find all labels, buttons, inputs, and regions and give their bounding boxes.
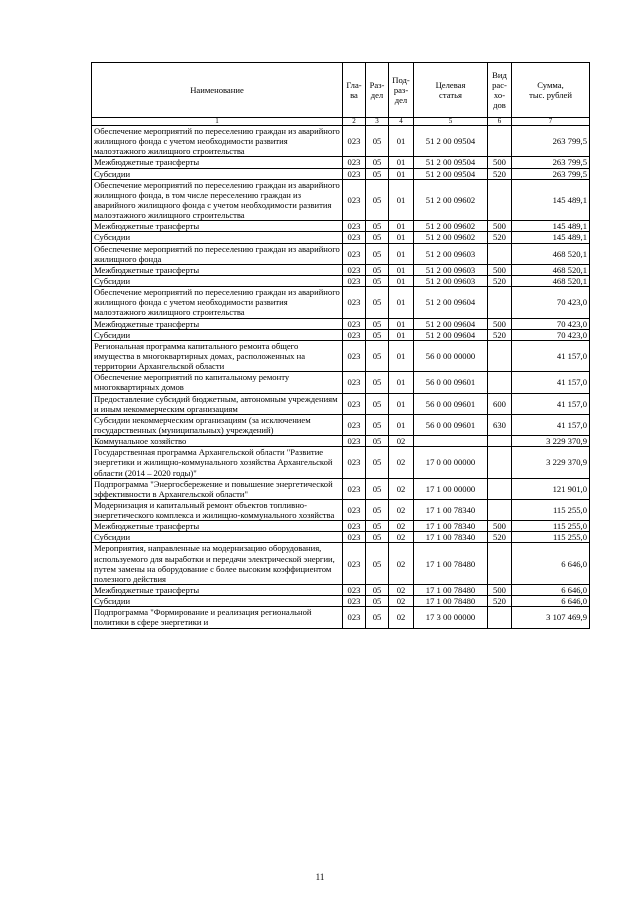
row-name: Субсидии bbox=[92, 168, 343, 179]
table-row bbox=[92, 340, 590, 371]
row-target: 51 2 00 09603 bbox=[414, 275, 488, 286]
row-target: 51 2 00 09504 bbox=[414, 126, 488, 157]
row-target: 56 0 00 09601 bbox=[414, 414, 488, 435]
row-sum: 41 157,0 bbox=[512, 340, 590, 371]
table-row bbox=[92, 329, 590, 340]
row-sum: 6 646,0 bbox=[512, 596, 590, 607]
row-name: Подпрограмма "Энергосбережение и повышение энергетической эффективности в Архангельской области" bbox=[92, 478, 343, 499]
row-name: Субсидии bbox=[92, 275, 343, 286]
row-expense-type: 500 bbox=[488, 264, 512, 275]
row-expense-type bbox=[488, 436, 512, 447]
row-subsection: 02 bbox=[389, 607, 414, 628]
row-name: Обеспечение мероприятий по переселению граждан из аварийного жилищного фонда с учетом необходимости развития малоэтажного жилищного строительства bbox=[92, 287, 343, 318]
row-target: 51 2 00 09603 bbox=[414, 264, 488, 275]
row-name: Субсидии bbox=[92, 232, 343, 243]
row-target: 51 2 00 09603 bbox=[414, 243, 488, 264]
header-subsection: Под- раз- дел bbox=[389, 63, 414, 118]
row-sum: 145 489,1 bbox=[512, 232, 590, 243]
row-name: Субсидии некоммерческим организациям (за исключением государственных (муниципальных) учреждений) bbox=[92, 414, 343, 435]
header-expense-type: Вид рас- хо- дов bbox=[488, 63, 512, 118]
row-name: Межбюджетные трансферты bbox=[92, 157, 343, 168]
row-sum: 3 107 469,9 bbox=[512, 607, 590, 628]
row-sum: 145 489,1 bbox=[512, 221, 590, 232]
row-target: 56 0 00 00000 bbox=[414, 340, 488, 371]
row-section: 05 bbox=[366, 318, 389, 329]
row-target: 17 1 00 78340 bbox=[414, 521, 488, 532]
table-row bbox=[92, 157, 590, 168]
row-sum: 468 520,1 bbox=[512, 264, 590, 275]
row-section: 05 bbox=[366, 243, 389, 264]
row-sum: 145 489,1 bbox=[512, 179, 590, 221]
row-expense-type: 630 bbox=[488, 414, 512, 435]
row-target: 17 1 00 00000 bbox=[414, 478, 488, 499]
row-expense-type bbox=[488, 607, 512, 628]
row-subsection: 01 bbox=[389, 414, 414, 435]
row-chapter: 023 bbox=[343, 447, 366, 478]
row-name: Обеспечение мероприятий по капитальному ремонту многоквартирных домов bbox=[92, 372, 343, 393]
row-section: 05 bbox=[366, 340, 389, 371]
row-section: 05 bbox=[366, 414, 389, 435]
table-row bbox=[92, 232, 590, 243]
row-target: 17 1 00 78340 bbox=[414, 532, 488, 543]
row-name: Обеспечение мероприятий по переселению граждан из аварийного жилищного фонда с учетом необходимости развития малоэтажного жилищного строительства bbox=[92, 126, 343, 157]
row-chapter: 023 bbox=[343, 478, 366, 499]
row-subsection: 02 bbox=[389, 521, 414, 532]
row-subsection: 01 bbox=[389, 275, 414, 286]
column-number: 2 bbox=[343, 118, 366, 126]
row-expense-type bbox=[488, 543, 512, 585]
row-sum: 70 423,0 bbox=[512, 329, 590, 340]
table-row bbox=[92, 372, 590, 393]
row-expense-type bbox=[488, 499, 512, 520]
row-subsection: 01 bbox=[389, 340, 414, 371]
table-row bbox=[92, 243, 590, 264]
row-target: 17 0 00 00000 bbox=[414, 447, 488, 478]
row-chapter: 023 bbox=[343, 157, 366, 168]
row-section: 05 bbox=[366, 532, 389, 543]
row-expense-type bbox=[488, 287, 512, 318]
row-chapter: 023 bbox=[343, 372, 366, 393]
row-name: Региональная программа капитального ремонта общего имущества в многоквартирных домах, расположенных на территории Архангельской области bbox=[92, 340, 343, 371]
row-expense-type bbox=[488, 340, 512, 371]
column-number: 7 bbox=[512, 118, 590, 126]
table-row bbox=[92, 414, 590, 435]
row-sum: 70 423,0 bbox=[512, 287, 590, 318]
header-name: Наименование bbox=[92, 63, 343, 118]
row-name: Модернизация и капитальный ремонт объектов топливно-энергетического комплекса и жилищно-коммунального хозяйства bbox=[92, 499, 343, 520]
row-subsection: 02 bbox=[389, 478, 414, 499]
row-name: Межбюджетные трансферты bbox=[92, 264, 343, 275]
row-subsection: 02 bbox=[389, 436, 414, 447]
header-target: Целевая статья bbox=[414, 63, 488, 118]
row-chapter: 023 bbox=[343, 329, 366, 340]
row-name: Межбюджетные трансферты bbox=[92, 585, 343, 596]
row-section: 05 bbox=[366, 275, 389, 286]
row-chapter: 023 bbox=[343, 179, 366, 221]
row-section: 05 bbox=[366, 521, 389, 532]
row-expense-type: 520 bbox=[488, 232, 512, 243]
row-section: 05 bbox=[366, 596, 389, 607]
row-section: 05 bbox=[366, 168, 389, 179]
row-subsection: 02 bbox=[389, 585, 414, 596]
row-name: Субсидии bbox=[92, 329, 343, 340]
header-row bbox=[92, 63, 590, 118]
row-section: 05 bbox=[366, 543, 389, 585]
row-target: 51 2 00 09604 bbox=[414, 318, 488, 329]
row-sum: 115 255,0 bbox=[512, 499, 590, 520]
row-target: 56 0 00 09601 bbox=[414, 372, 488, 393]
table-row bbox=[92, 126, 590, 157]
row-subsection: 01 bbox=[389, 157, 414, 168]
row-subsection: 01 bbox=[389, 318, 414, 329]
row-sum: 115 255,0 bbox=[512, 521, 590, 532]
table-row bbox=[92, 447, 590, 478]
row-target bbox=[414, 436, 488, 447]
column-number: 3 bbox=[366, 118, 389, 126]
row-name: Предоставление субсидий бюджетным, автономным учреждениям и иным некоммерческим организациям bbox=[92, 393, 343, 414]
row-expense-type: 600 bbox=[488, 393, 512, 414]
row-expense-type bbox=[488, 478, 512, 499]
row-expense-type: 500 bbox=[488, 521, 512, 532]
table-row bbox=[92, 287, 590, 318]
row-expense-type: 520 bbox=[488, 275, 512, 286]
row-subsection: 01 bbox=[389, 232, 414, 243]
row-sum: 115 255,0 bbox=[512, 532, 590, 543]
row-target: 17 1 00 78480 bbox=[414, 585, 488, 596]
row-chapter: 023 bbox=[343, 126, 366, 157]
row-expense-type: 500 bbox=[488, 585, 512, 596]
table-row bbox=[92, 532, 590, 543]
row-chapter: 023 bbox=[343, 585, 366, 596]
table-row bbox=[92, 168, 590, 179]
row-expense-type bbox=[488, 126, 512, 157]
row-chapter: 023 bbox=[343, 414, 366, 435]
table-row bbox=[92, 275, 590, 286]
row-name: Обеспечение мероприятий по переселению граждан из аварийного жилищного фонда bbox=[92, 243, 343, 264]
row-section: 05 bbox=[366, 126, 389, 157]
row-sum: 41 157,0 bbox=[512, 414, 590, 435]
row-chapter: 023 bbox=[343, 318, 366, 329]
row-sum: 468 520,1 bbox=[512, 275, 590, 286]
row-section: 05 bbox=[366, 329, 389, 340]
row-target: 51 2 00 09504 bbox=[414, 157, 488, 168]
row-subsection: 01 bbox=[389, 264, 414, 275]
column-number: 1 bbox=[92, 118, 343, 126]
row-section: 05 bbox=[366, 157, 389, 168]
row-chapter: 023 bbox=[343, 168, 366, 179]
table-row bbox=[92, 478, 590, 499]
row-expense-type: 520 bbox=[488, 596, 512, 607]
row-chapter: 023 bbox=[343, 499, 366, 520]
row-name: Государственная программа Архангельской области "Развитие энергетики и жилищно-коммунального хозяйства Архангельской области (2014 – 2020 годы)" bbox=[92, 447, 343, 478]
row-section: 05 bbox=[366, 232, 389, 243]
row-sum: 3 229 370,9 bbox=[512, 436, 590, 447]
row-section: 05 bbox=[366, 287, 389, 318]
row-chapter: 023 bbox=[343, 436, 366, 447]
row-chapter: 023 bbox=[343, 596, 366, 607]
row-subsection: 02 bbox=[389, 596, 414, 607]
row-chapter: 023 bbox=[343, 287, 366, 318]
row-chapter: 023 bbox=[343, 607, 366, 628]
row-section: 05 bbox=[366, 393, 389, 414]
row-chapter: 023 bbox=[343, 275, 366, 286]
row-subsection: 02 bbox=[389, 499, 414, 520]
table-row bbox=[92, 521, 590, 532]
row-subsection: 01 bbox=[389, 243, 414, 264]
budget-table bbox=[91, 62, 590, 629]
row-target: 17 3 00 00000 bbox=[414, 607, 488, 628]
row-chapter: 023 bbox=[343, 543, 366, 585]
row-target: 17 1 00 78480 bbox=[414, 543, 488, 585]
row-name: Межбюджетные трансферты bbox=[92, 318, 343, 329]
row-target: 51 2 00 09504 bbox=[414, 168, 488, 179]
row-name: Обеспечение мероприятий по переселению граждан из аварийного жилищного фонда, в том числе переселению граждан из аварийного жилищного фонда с учетом необходимости развития малоэтажного жилищного строительства bbox=[92, 179, 343, 221]
row-section: 05 bbox=[366, 499, 389, 520]
row-expense-type: 520 bbox=[488, 168, 512, 179]
row-target: 51 2 00 09602 bbox=[414, 232, 488, 243]
row-section: 05 bbox=[366, 447, 389, 478]
row-chapter: 023 bbox=[343, 532, 366, 543]
row-target: 17 1 00 78480 bbox=[414, 596, 488, 607]
row-section: 05 bbox=[366, 478, 389, 499]
row-subsection: 02 bbox=[389, 532, 414, 543]
row-section: 05 bbox=[366, 436, 389, 447]
row-chapter: 023 bbox=[343, 232, 366, 243]
row-chapter: 023 bbox=[343, 340, 366, 371]
row-name: Мероприятия, направленные на модернизацию оборудования, используемого для выработки и передачи электрической энергии, путем замены на оборудование с более высоким коэффициентом полезного действия bbox=[92, 543, 343, 585]
table-row bbox=[92, 585, 590, 596]
row-sum: 6 646,0 bbox=[512, 585, 590, 596]
row-chapter: 023 bbox=[343, 243, 366, 264]
table-row bbox=[92, 393, 590, 414]
column-number: 6 bbox=[488, 118, 512, 126]
row-expense-type bbox=[488, 243, 512, 264]
row-subsection: 02 bbox=[389, 447, 414, 478]
table-row bbox=[92, 436, 590, 447]
row-subsection: 01 bbox=[389, 126, 414, 157]
row-section: 05 bbox=[366, 585, 389, 596]
row-target: 56 0 00 09601 bbox=[414, 393, 488, 414]
row-sum: 121 901,0 bbox=[512, 478, 590, 499]
column-number: 4 bbox=[389, 118, 414, 126]
row-subsection: 01 bbox=[389, 221, 414, 232]
table-row bbox=[92, 607, 590, 628]
row-name: Субсидии bbox=[92, 596, 343, 607]
row-section: 05 bbox=[366, 264, 389, 275]
row-target: 17 1 00 78340 bbox=[414, 499, 488, 520]
row-name: Межбюджетные трансферты bbox=[92, 521, 343, 532]
row-expense-type bbox=[488, 447, 512, 478]
row-sum: 70 423,0 bbox=[512, 318, 590, 329]
row-target: 51 2 00 09604 bbox=[414, 329, 488, 340]
table-row bbox=[92, 318, 590, 329]
row-subsection: 01 bbox=[389, 287, 414, 318]
row-name: Коммунальное хозяйство bbox=[92, 436, 343, 447]
row-sum: 263 799,5 bbox=[512, 168, 590, 179]
row-section: 05 bbox=[366, 607, 389, 628]
row-expense-type: 500 bbox=[488, 318, 512, 329]
table-row bbox=[92, 543, 590, 585]
row-sum: 263 799,5 bbox=[512, 126, 590, 157]
row-expense-type: 500 bbox=[488, 157, 512, 168]
row-section: 05 bbox=[366, 179, 389, 221]
row-subsection: 01 bbox=[389, 372, 414, 393]
row-subsection: 01 bbox=[389, 393, 414, 414]
row-name: Межбюджетные трансферты bbox=[92, 221, 343, 232]
row-name: Подпрограмма "Формирование и реализация региональной политики в сфере энергетики и bbox=[92, 607, 343, 628]
row-target: 51 2 00 09604 bbox=[414, 287, 488, 318]
header-chapter: Гла- ва bbox=[343, 63, 366, 118]
row-section: 05 bbox=[366, 372, 389, 393]
row-subsection: 01 bbox=[389, 329, 414, 340]
row-target: 51 2 00 09602 bbox=[414, 179, 488, 221]
row-sum: 41 157,0 bbox=[512, 393, 590, 414]
table-row bbox=[92, 596, 590, 607]
row-subsection: 01 bbox=[389, 168, 414, 179]
row-sum: 3 229 370,9 bbox=[512, 447, 590, 478]
row-chapter: 023 bbox=[343, 264, 366, 275]
row-section: 05 bbox=[366, 221, 389, 232]
row-chapter: 023 bbox=[343, 393, 366, 414]
table-row bbox=[92, 264, 590, 275]
row-target: 51 2 00 09602 bbox=[414, 221, 488, 232]
header-section: Раз- дел bbox=[366, 63, 389, 118]
header-sum: Сумма, тыс. рублей bbox=[512, 63, 590, 118]
row-expense-type: 500 bbox=[488, 221, 512, 232]
row-subsection: 02 bbox=[389, 543, 414, 585]
column-number: 5 bbox=[414, 118, 488, 126]
row-sum: 6 646,0 bbox=[512, 543, 590, 585]
row-sum: 263 799,5 bbox=[512, 157, 590, 168]
row-sum: 468 520,1 bbox=[512, 243, 590, 264]
column-number-row bbox=[92, 118, 590, 126]
table-row bbox=[92, 179, 590, 221]
table-body bbox=[92, 126, 590, 629]
row-expense-type bbox=[488, 179, 512, 221]
row-expense-type: 520 bbox=[488, 329, 512, 340]
row-expense-type bbox=[488, 372, 512, 393]
row-chapter: 023 bbox=[343, 221, 366, 232]
row-subsection: 01 bbox=[389, 179, 414, 221]
row-name: Субсидии bbox=[92, 532, 343, 543]
row-chapter: 023 bbox=[343, 521, 366, 532]
row-sum: 41 157,0 bbox=[512, 372, 590, 393]
page-number: 11 bbox=[315, 872, 325, 882]
table-row bbox=[92, 221, 590, 232]
row-expense-type: 520 bbox=[488, 532, 512, 543]
table-row bbox=[92, 499, 590, 520]
